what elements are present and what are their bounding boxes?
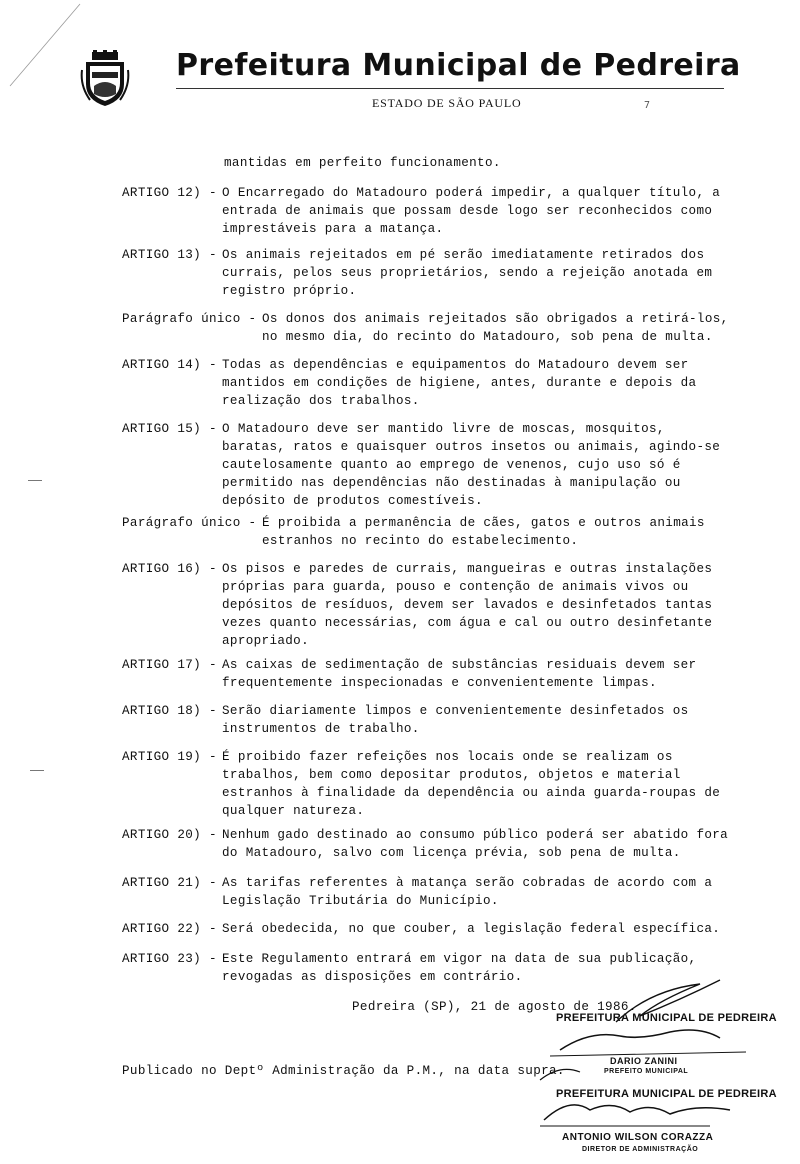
state-subtitle: ESTADO DE SÃO PAULO — [372, 96, 522, 110]
closing-date-line: Pedreira (SP), 21 de agosto de 1986. — [352, 1000, 637, 1014]
article-text: Serão diariamente limpos e convenientemente desinfetados os instrumentos de trabalho. — [222, 704, 689, 736]
director-title: DIRETOR DE ADMINISTRAÇÃO — [582, 1146, 699, 1153]
article-label: ARTIGO 13) - — [122, 248, 217, 262]
article-text: Os donos dos animais rejeitados são obrigados a retirá-los, no mesmo dia, do recinto do Matadouro, sob pena de multa. — [262, 312, 729, 344]
mayor-name: DARIO ZANINI — [610, 1056, 678, 1066]
article-label: ARTIGO 15) - — [122, 422, 217, 436]
article-text: Os pisos e paredes de currais, mangueiras e outras instalações próprias para guarda, pouso e contenção de animais vivos ou depósitos de resíduos, devem ser lavados e desinfetados tantas vezes quanto necessárias, com água e cal ou outro desinfetante apropriado. — [222, 562, 713, 648]
header-divider — [176, 88, 724, 89]
intro-text: mantidas em perfeito funcionamento. — [224, 156, 501, 170]
article-label: ARTIGO 18) - — [122, 704, 217, 718]
article-text: As tarifas referentes à matança serão cobradas de acordo com a Legislação Tributária do Município. — [222, 876, 713, 908]
article-label: ARTIGO 19) - — [122, 750, 217, 764]
article-text: É proibido fazer refeições nos locais onde se realizam os trabalhos, bem como depositar produtos, objetos e material estranhos à finalidade da dependência ou ainda guarda-roupas de qualquer natureza. — [222, 750, 721, 818]
article-text: Os animais rejeitados em pé serão imediatamente retirados dos currais, pelos seus proprietários, sendo a rejeição anotada em registro próprio. — [222, 248, 713, 298]
article-label: ARTIGO 16) - — [122, 562, 217, 576]
director-name: ANTONIO WILSON CORAZZA — [562, 1132, 714, 1143]
municipality-stamp-upper: PREFEITURA MUNICIPAL DE PEDREIRA — [556, 1012, 777, 1024]
intro-line — [224, 154, 501, 172]
municipality-stamp-lower: PREFEITURA MUNICIPAL DE PEDREIRA — [556, 1088, 777, 1100]
page-corner-mark: 7 — [644, 100, 651, 111]
article-label: ARTIGO 14) - — [122, 358, 217, 372]
article-text: Será obedecida, no que couber, a legislação federal específica. — [222, 922, 721, 936]
article-text: Todas as dependências e equipamentos do Matadouro devem ser mantidos em condições de higiene, antes, durante e depois da realização dos trabalhos. — [222, 358, 697, 408]
publication-note: Publicado no Deptº Administração da P.M., na data supra. — [122, 1064, 565, 1078]
article-label: ARTIGO 21) - — [122, 876, 217, 890]
article-text: O Matadouro deve ser mantido livre de moscas, mosquitos, baratas, ratos e quaisquer outros insetos ou animais, agindo-se cautelosamente quanto ao emprego de venenos, cujo uso só é permitido nas dependências não destinadas à manipulação ou depósito de produtos comestíveis. — [222, 422, 721, 508]
coat-of-arms-icon — [80, 50, 130, 108]
article-label: ARTIGO 22) - — [122, 922, 217, 936]
article-text: É proibida a permanência de cães, gatos e outros animais estranhos no recinto do estabelecimento. — [262, 516, 705, 548]
article-label: ARTIGO 20) - — [122, 828, 217, 842]
mayor-title: PREFEITO MUNICIPAL — [604, 1068, 689, 1075]
article-text: O Encarregado do Matadouro poderá impedir, a qualquer título, a entrada de animais que possam desde logo ser reconhecidos como imprestáveis para a matança. — [222, 186, 721, 236]
article-label: ARTIGO 23) - — [122, 952, 217, 966]
margin-mark — [28, 480, 42, 481]
article-text: Este Regulamento entrará em vigor na data de sua publicação, revogadas as disposições em contrário. — [222, 952, 697, 984]
article-label: Parágrafo único - — [122, 312, 257, 326]
article-label: Parágrafo único - — [122, 516, 257, 530]
page-title: Prefeitura Municipal de Pedreira — [176, 48, 741, 83]
article-text: As caixas de sedimentação de substâncias residuais devem ser frequentemente inspecionadas e convenientemente limpas. — [222, 658, 697, 690]
margin-mark — [30, 770, 44, 771]
article-label: ARTIGO 12) - — [122, 186, 217, 200]
article-text: Nenhum gado destinado ao consumo público poderá ser abatido fora do Matadouro, salvo com licença prévia, sob pena de multa. — [222, 828, 729, 860]
article-label: ARTIGO 17) - — [122, 658, 217, 672]
